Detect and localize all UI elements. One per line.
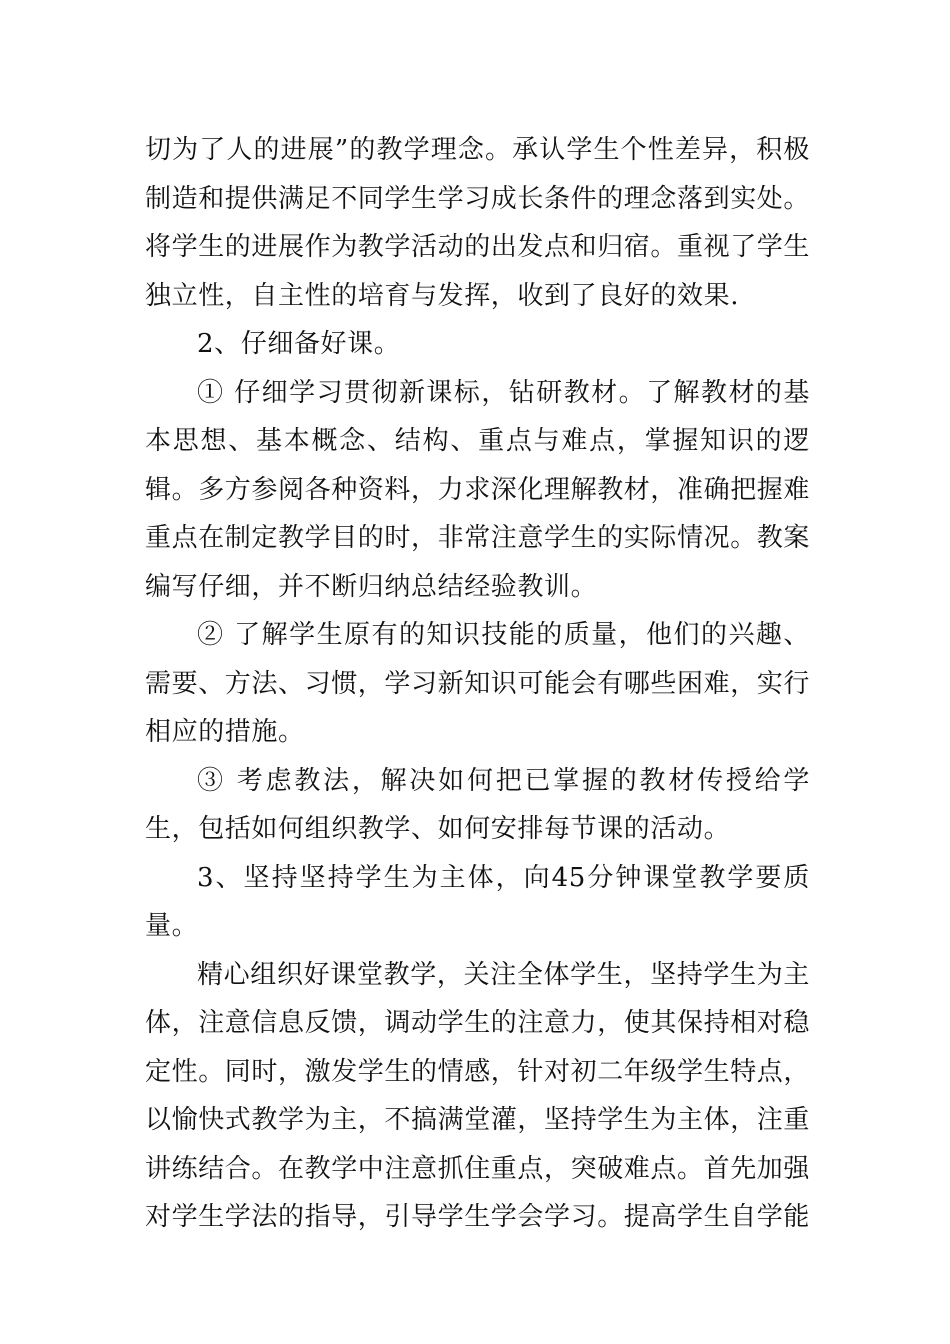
paragraph-item-2: ② 了解学生原有的知识技能的质量，他们的兴趣、需要、方法、习惯，学习新知识可能会有哪些困难，实行相应的措施。 [145,620,811,747]
paragraph-section-3-body: 精心组织好课堂教学，关注全体学生，坚持学生为主体，注意信息反馈，调动学生的注意力，使其保持相对稳定性。同时，激发学生的情感，针对初二年级学生特点，以愉快式教学为主，不搞满堂灌，坚持学生为主体，注重讲练结合。在教学中注意抓住重点，突破难点。首先加强对学生学法的指导，引导学生学会学习。提高学生自学能 [145,959,811,1232]
document-body [145,126,810,1242]
paragraph-continuation: 切为了人的进展”的教学理念。承认学生个性差异，积极制造和提供满足不同学生学习成长条件的理念落到实处。将学生的进展作为教学活动的出发点和归宿。重视了学生独立性，自主性的培育与发挥，收到了良好的效果. [145,135,811,311]
paragraph-section-2-heading: 2、仔细备好课。 [197,329,401,359]
paragraph-item-1: ① 仔细学习贯彻新课标，钻研教材。了解教材的基本思想、基本概念、结构、重点与难点，掌握知识的逻辑。多方参阅各种资料，力求深化理解教材，准确把握难重点在制定教学目的时，非常注意学生的实际情况。教案编写仔细，并不断归纳总结经验教训。 [145,377,811,602]
paragraph-section-3-heading: 3、坚持坚持学生为主体，向45分钟课堂教学要质量。 [145,862,810,941]
paragraph-item-3: ③ 考虑教法，解决如何把已掌握的教材传授给学生，包括如何组织教学、如何安排每节课的活动。 [145,765,810,844]
